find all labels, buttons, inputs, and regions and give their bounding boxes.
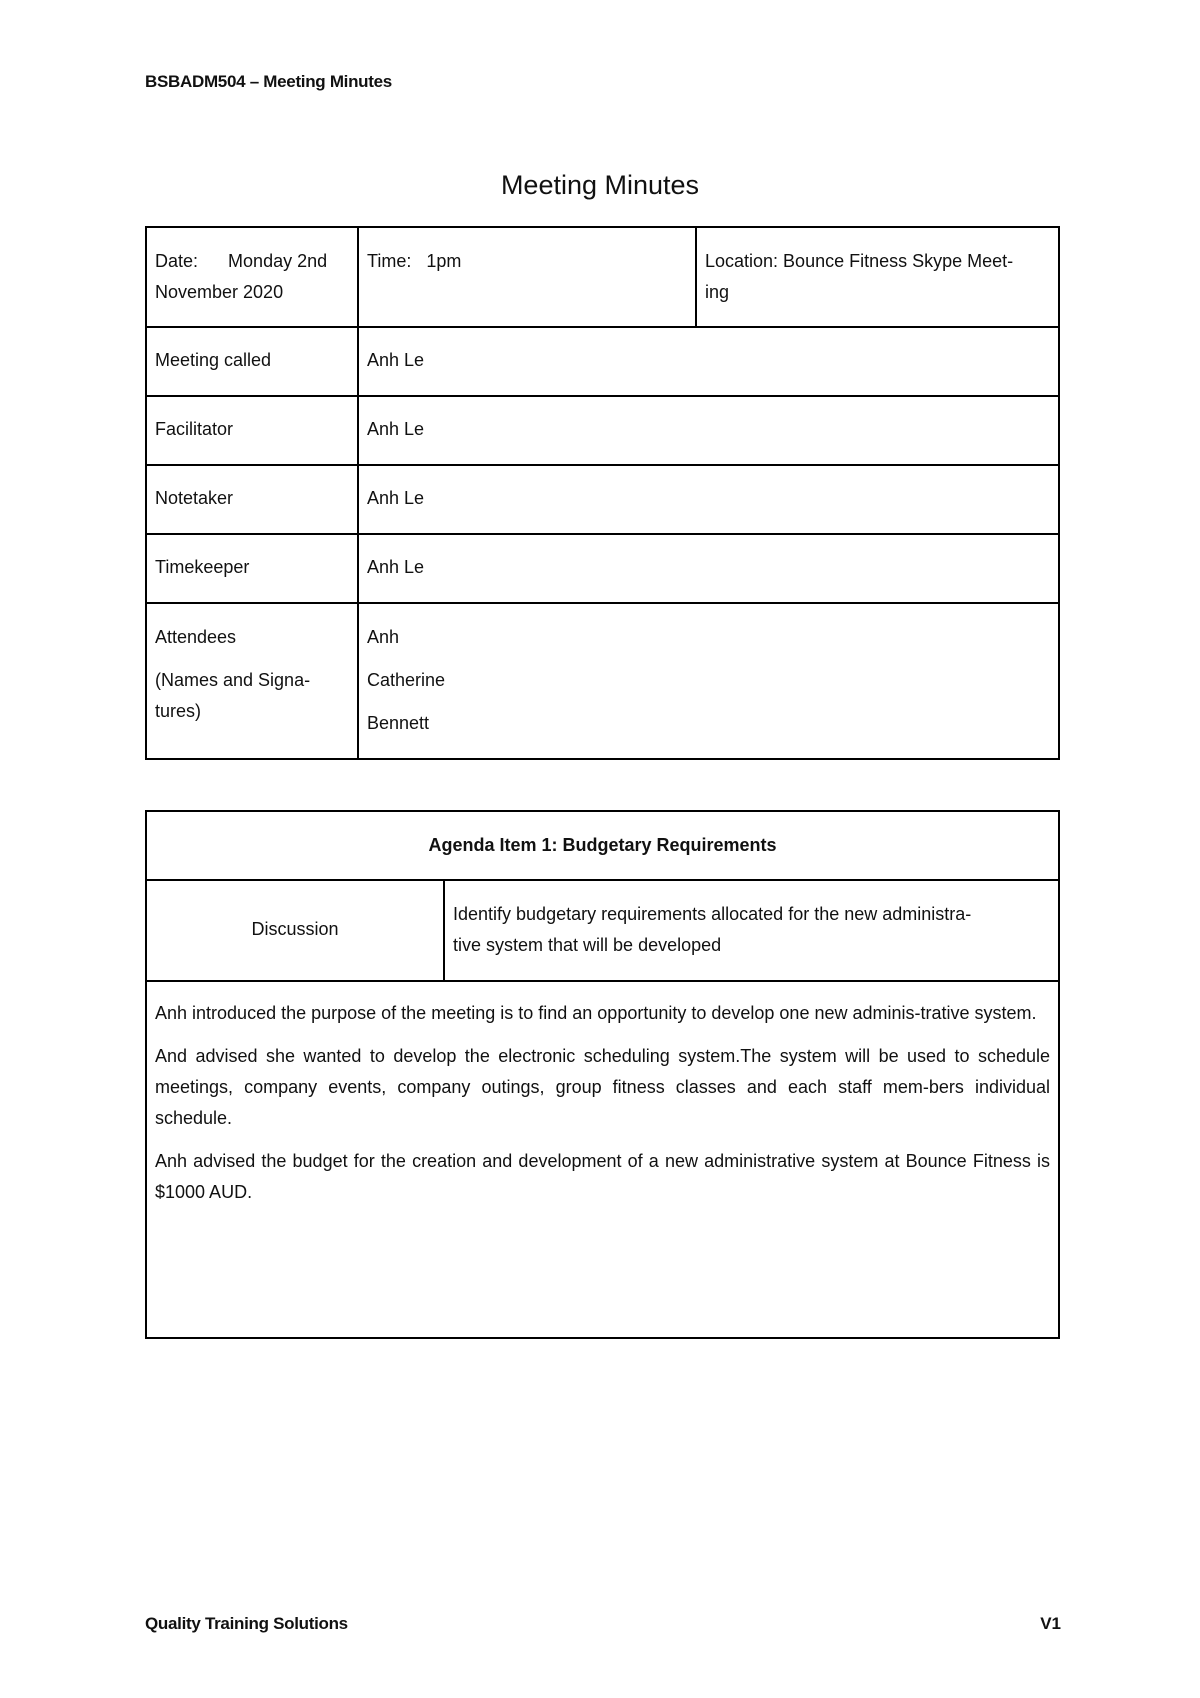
meeting-notes	[146, 981, 1059, 1338]
location-value: Location: Bounce Fitness Skype Meet-	[705, 251, 1014, 271]
attendee-name: Anh	[367, 627, 400, 647]
document-title: Meeting Minutes	[500, 170, 700, 200]
date-value: Monday 2nd	[228, 251, 328, 271]
discussion-label: Discussion	[146, 880, 444, 981]
table-row	[146, 880, 1059, 981]
table-row	[146, 327, 1059, 396]
notes-paragraph: And advised she wanted to develop the electronic scheduling system.The system will be used to schedule meetings, company events, company outings, group fitness classes and each staff mem-bers individual schedule.	[155, 1046, 1050, 1128]
footer-version: V1	[1040, 1614, 1061, 1633]
notes-paragraph: Anh advised the budget for the creation and development of a new administrative system at Bounce Fitness is $1000 AUD.	[155, 1151, 1050, 1202]
row-label: Notetaker	[146, 465, 358, 534]
table-row	[146, 981, 1059, 1338]
footer-organisation: Quality Training Solutions	[145, 1614, 348, 1633]
agenda-table	[145, 810, 1060, 1339]
time-label: Time:	[367, 251, 412, 271]
discussion-text: Identify budgetary requirements allocated for the new administra-	[453, 904, 972, 924]
attendees-label: Attendees	[155, 627, 237, 647]
table-row	[146, 603, 1059, 759]
time-value: 1pm	[426, 251, 462, 271]
attendees-label-cell	[146, 603, 358, 759]
row-value: Anh Le	[358, 396, 1059, 465]
attendee-name: Catherine	[367, 670, 446, 690]
time-cell	[358, 227, 696, 327]
date-label: Date:	[155, 251, 199, 271]
row-label: Facilitator	[146, 396, 358, 465]
attendees-sublabel: (Names and Signa-	[155, 670, 311, 690]
attendee-name: Bennett	[367, 713, 430, 733]
discussion-text-cont: tive system that will be developed	[453, 935, 722, 955]
row-value: Anh Le	[358, 534, 1059, 603]
attendees-list	[358, 603, 1059, 759]
row-label: Meeting called	[146, 327, 358, 396]
date-cell	[146, 227, 358, 327]
table-row	[146, 227, 1059, 327]
discussion-text-cell	[444, 880, 1059, 981]
location-cell	[696, 227, 1059, 327]
table-row	[146, 534, 1059, 603]
date-value-cont: November 2020	[155, 282, 284, 302]
notes-paragraph: Anh introduced the purpose of the meeting is to find an opportunity to develop one new adminis-trative system.	[155, 1003, 1037, 1023]
table-row	[146, 811, 1059, 880]
table-row	[146, 465, 1059, 534]
page-header: BSBADM504 – Meeting Minutes	[145, 72, 392, 91]
row-value: Anh Le	[358, 327, 1059, 396]
row-value: Anh Le	[358, 465, 1059, 534]
row-label: Timekeeper	[146, 534, 358, 603]
location-value-cont: ing	[705, 282, 730, 302]
agenda-heading: Agenda Item 1: Budgetary Requirements	[146, 811, 1059, 880]
table-row	[146, 396, 1059, 465]
attendees-sublabel-cont: tures)	[155, 701, 202, 721]
meeting-details-table	[145, 226, 1060, 760]
